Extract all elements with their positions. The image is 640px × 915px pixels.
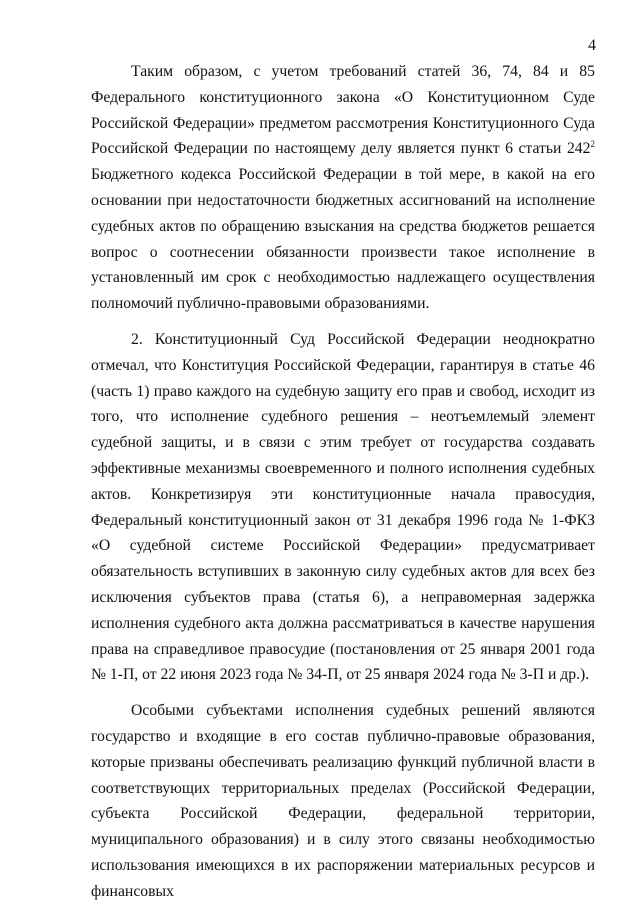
paragraph-text-after-superscript: Бюджетного кодекса Российской Федерации в той мере, в какой на его основании при недостаточности бюджетных ассигнований на исполнение судебных актов по обращению взыскания на средства бюджетов решается вопрос о соотнесении обязанности произвести такое исполнение в установленный им срок с необходимостью надлежащего осуществления полномочий публично-правовыми образованиями. <box>91 166 595 313</box>
paragraph-court-position: 2. Конституционный Суд Российской Федерации неоднократно отмечал, что Конституция Российской Федерации, гарантируя в статье 46 (часть 1) право каждого на судебную защиту его прав и свобод, исходит из того, что исполнение судебного решения – неотъемлемый элемент судебной защиты, и в связи с этим требует от государства создавать эффективные механизмы своевременного и полного исполнения судебных актов. Конкретизируя эти конституционные начала правосудия, Федеральный конституционный закон от 31 декабря 1996 года № 1-ФКЗ «О судебной системе Российской Федерации» предусматривает обязательность вступивших в законную силу судебных актов для всех без исключения субъектов права (статья 6), а неправомерная задержка исполнения судебного акта должна рассматриваться в качестве нарушения права на справедливое правосудие (постановления от 25 января 2001 года № 1-П, от 22 июня 2023 года № 34-П, от 25 января 2024 года № 3-П и др.). <box>91 330 595 684</box>
document-body <box>91 59 595 915</box>
paragraph-special-subjects: Особыми субъектами исполнения судебных решений являются государство и входящие в его состав публично-правовые образования, которые призваны обеспечивать реализацию функций публичной власти в соответствующих территориальных пределах (Российской Федерации, субъекта Российской Федерации, федеральной территории, муниципального образования) и в силу этого связаны необходимостью использования имеющихся в их распоряжении материальных ресурсов и финансовых <box>91 702 595 900</box>
article-number-superscript: 2 <box>590 139 595 150</box>
page-number: 4 <box>588 37 596 54</box>
paragraph-text-before-superscript: Таким образом, с учетом требований статей 36, 74, 84 и 85 Федерального конституционного закона «О Конституционном Суде Российской Федерации» предметом рассмотрения Конституционного Суда Российской Федерации по настоящему делу является пункт 6 статьи 242 <box>91 63 595 158</box>
paragraph-subject-of-review <box>91 59 595 317</box>
